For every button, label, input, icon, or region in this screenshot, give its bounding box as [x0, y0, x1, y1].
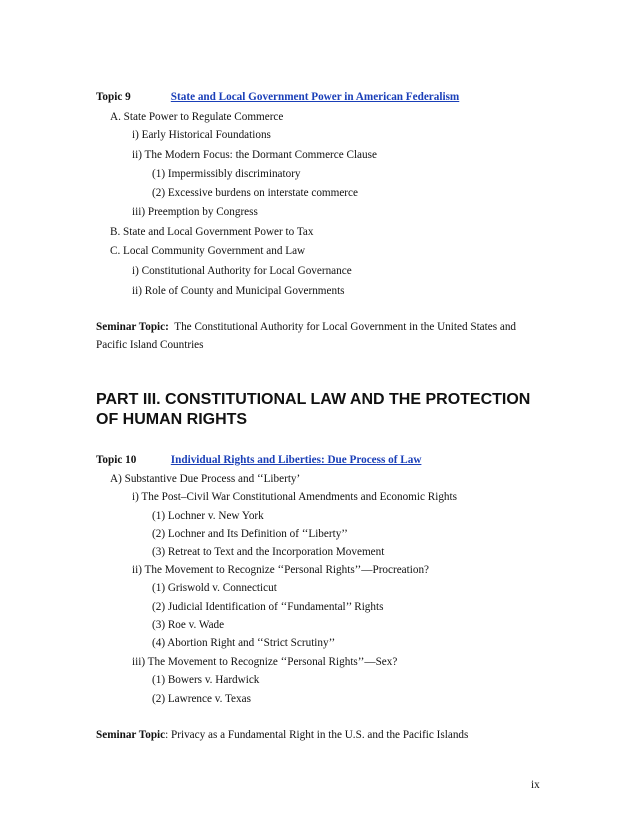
topic10-item-a-iii: iii) The Movement to Recognize ‘‘Personal Rights’’—Sex? — [132, 656, 398, 668]
topic9-item-a: A. State Power to Regulate Commerce — [110, 111, 284, 123]
topic10-seminar-label: Seminar Topic — [96, 729, 166, 741]
topic10-item-a-i: i) The Post–Civil War Constitutional Amendments and Economic Rights — [132, 491, 457, 503]
topic10-title-link[interactable]: Individual Rights and Liberties: Due Process of Law — [170, 454, 422, 466]
topic10-item-a-i-1: (1) Lochner v. New York — [152, 510, 264, 522]
topic9-item-a-ii-1: (1) Impermissibly discriminatory — [152, 168, 301, 180]
topic9-title-link[interactable]: State and Local Government Power in American Federalism — [170, 91, 460, 103]
topic10-item-a-ii-4: (4) Abortion Right and ‘‘Strict Scrutiny’’ — [152, 637, 336, 649]
topic9-item-c-ii: ii) Role of County and Municipal Governments — [132, 285, 345, 297]
topic9-item-a-ii: ii) The Modern Focus: the Dormant Commerce Clause — [132, 149, 377, 161]
topic9-item-c: C. Local Community Government and Law — [110, 245, 306, 257]
topic10-seminar-text: : Privacy as a Fundamental Right in the U.S. and the Pacific Islands — [165, 729, 469, 741]
topic10-item-a-ii: ii) The Movement to Recognize ‘‘Personal Rights’’—Procreation? — [132, 564, 430, 576]
topic9-seminar-label: Seminar Topic: — [96, 321, 169, 333]
topic10-header — [96, 453, 421, 467]
topic9-item-a-iii: iii) Preemption by Congress — [132, 206, 258, 218]
topic10-item-a-i-2: (2) Lochner and Its Definition of ‘‘Liberty’’ — [152, 528, 348, 540]
topic9-header — [96, 90, 459, 104]
topic9-label: Topic 9 — [96, 91, 131, 103]
page-number: ix — [531, 779, 540, 791]
topic10-seminar — [96, 726, 546, 744]
topic10-item-a-ii-1: (1) Griswold v. Connecticut — [152, 582, 277, 594]
topic10-label: Topic 10 — [96, 454, 137, 466]
topic10-item-a-ii-2: (2) Judicial Identification of ‘‘Fundamental’’ Rights — [152, 601, 384, 613]
topic9-seminar — [96, 318, 546, 354]
topic9-seminar-text: The Constitutional Authority for Local Government in the United States and Pacific Island Countries — [96, 321, 517, 351]
topic10-item-a: A) Substantive Due Process and ‘‘Liberty’ — [110, 473, 301, 485]
part3-heading: PART III. CONSTITUTIONAL LAW AND THE PROTECTION OF HUMAN RIGHTS — [96, 391, 531, 428]
topic10-item-a-ii-3: (3) Roe v. Wade — [152, 619, 225, 631]
topic9-item-c-i: i) Constitutional Authority for Local Governance — [132, 265, 352, 277]
topic10-item-a-i-3: (3) Retreat to Text and the Incorporation Movement — [152, 546, 385, 558]
topic9-item-b: B. State and Local Government Power to Tax — [110, 226, 314, 238]
topic10-item-a-iii-1: (1) Bowers v. Hardwick — [152, 674, 260, 686]
topic10-item-a-iii-2: (2) Lawrence v. Texas — [152, 693, 251, 705]
topic9-item-a-ii-2: (2) Excessive burdens on interstate commerce — [152, 187, 358, 199]
topic9-item-a-i: i) Early Historical Foundations — [132, 129, 271, 141]
